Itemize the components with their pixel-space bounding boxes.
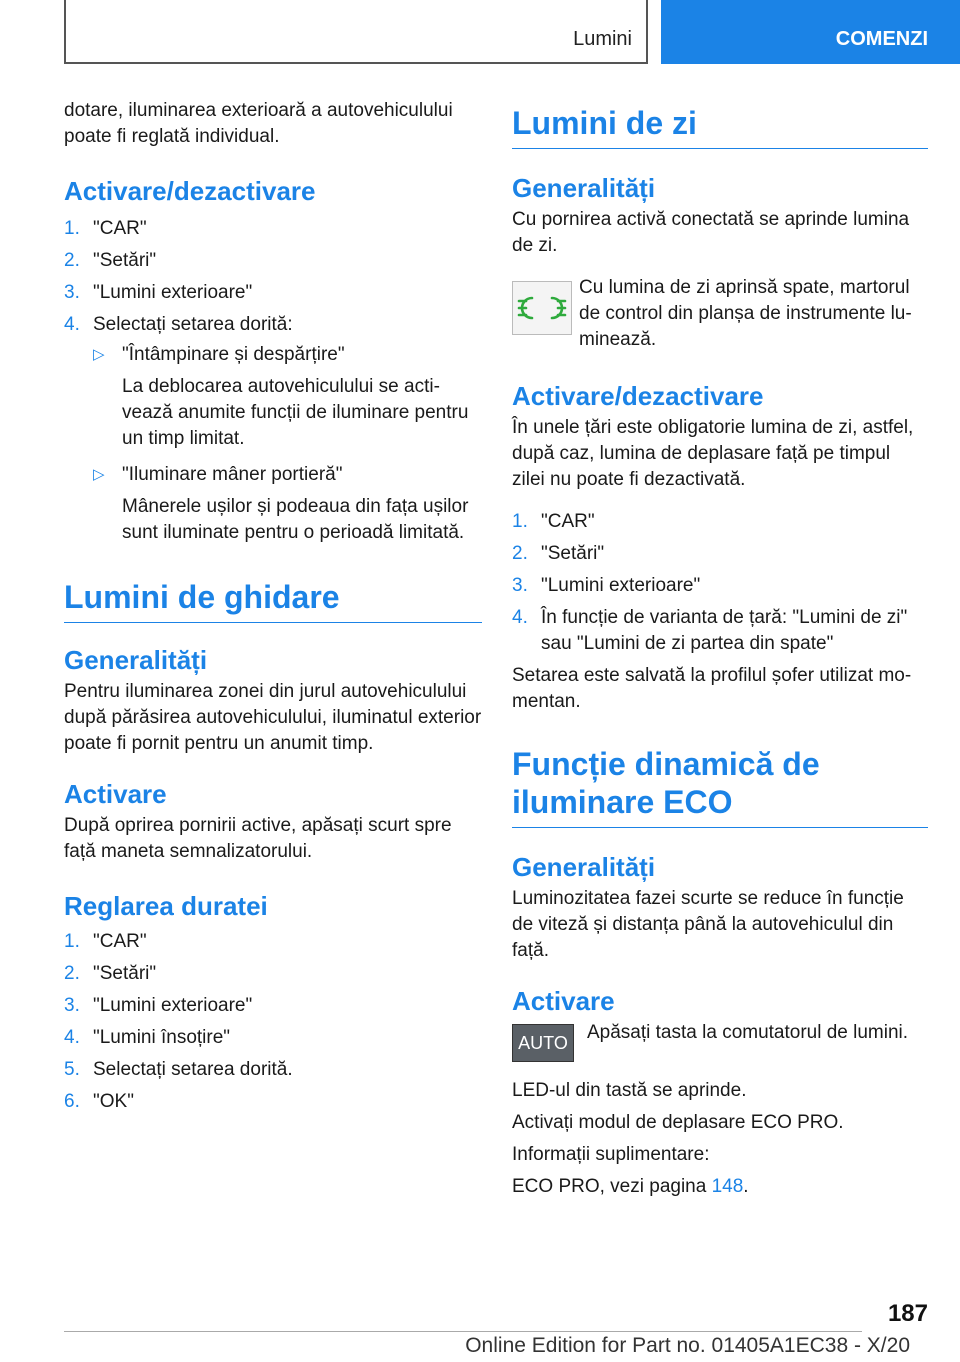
step-number: 2.: [64, 250, 80, 271]
header-chapter-label: COMENZI: [835, 28, 928, 50]
list-item: [64, 312, 482, 546]
step-text: Selectați setarea dorită.: [93, 1059, 293, 1080]
drl-indicator-svg: [513, 282, 571, 334]
auto-button-row: [512, 1020, 928, 1070]
step-number: 2.: [512, 543, 528, 564]
step-number: 2.: [64, 963, 80, 984]
intro-text: dotare, iluminarea exterioară a autovehiculului poate fi reglată individual.: [64, 100, 453, 147]
eco-reference: [512, 1174, 928, 1200]
step-number: 3.: [64, 282, 80, 303]
step-number: 5.: [64, 1059, 80, 1080]
step-text: Selectați setarea dorită:: [93, 314, 293, 335]
step-number: 1.: [64, 931, 80, 952]
step-text: "Setări": [541, 543, 605, 564]
step-number: 6.: [64, 1091, 80, 1112]
drl-indicator-icon: [512, 281, 572, 335]
step-number: 1.: [512, 511, 528, 532]
more-info-text: Informații suplimentare:: [512, 1144, 710, 1165]
left-activation-steps: [64, 216, 482, 546]
list-item: [64, 1025, 482, 1051]
header-chapter-tab[interactable]: [661, 0, 960, 64]
triangle-bullet-icon: ▷: [93, 466, 105, 483]
day-activation-text: În unele țări este obligatorie lumina de zi, astfel, după caz, lumina de deplasare față pe timpul zilei nu poate fi dezactivată.: [512, 417, 914, 490]
footer-edition: Online Edition for Part no. 01405A1EC38 - X/20: [465, 1334, 910, 1357]
eco-general-heading: Generalități: [512, 852, 656, 882]
day-lights-title: Lumini de zi: [512, 104, 928, 149]
option-title: "Întâmpinare și despărțire": [122, 344, 345, 365]
list-item: [64, 1089, 482, 1115]
step-number: 3.: [512, 575, 528, 596]
list-item: [64, 1057, 482, 1083]
step-number: 3.: [64, 995, 80, 1016]
setting-options: [93, 342, 482, 546]
header-section-title: Lumini: [573, 28, 632, 50]
eco-general-text: Luminozitatea fazei scurte se reduce în funcție de viteză și distanța până la autovehiculul din față.: [512, 888, 904, 961]
option-description: Mânerele ușilor și podeaua din fața ușilor sunt iluminate pentru o perioadă limitată.: [122, 496, 469, 543]
eco-reference-prefix: ECO PRO, vezi pagina: [512, 1176, 712, 1197]
day-general-text: Cu pornirea activă conectată se aprinde lumina de zi.: [512, 209, 910, 256]
step-text: "OK": [93, 1091, 134, 1112]
duration-heading: Reglarea duratei: [64, 891, 268, 921]
list-item: [64, 280, 482, 306]
triangle-bullet-icon: ▷: [93, 346, 105, 363]
page-number: 187: [887, 1300, 928, 1327]
list-item: [512, 541, 928, 567]
eco-activate-heading: Activare: [512, 986, 615, 1016]
step-number: 4.: [64, 314, 80, 335]
eco-title: Funcție dinamică de iluminare ECO: [512, 745, 928, 828]
step-text: "CAR": [93, 931, 147, 952]
option-item: [93, 342, 482, 452]
step-text: "CAR": [93, 218, 147, 239]
list-item: [64, 929, 482, 955]
guide-activate-text: După oprirea pornirii active, apăsați scurt spre față maneta semnalizatorului.: [64, 815, 452, 862]
guide-general-text: Pentru iluminarea zonei din jurul autovehiculului după părăsirea autovehiculului, iluminatul exterior poate fi pornit pentru un anumit timp.: [64, 681, 482, 754]
page-link-148[interactable]: 148: [711, 1176, 744, 1197]
list-item: [512, 509, 928, 535]
saved-profile-text: Setarea este salvată la profilul șofer utilizat momentan.: [512, 665, 912, 712]
eco-reference-suffix: .: [743, 1176, 749, 1197]
led-text: LED-ul din tastă se aprinde.: [512, 1080, 747, 1101]
step-text: "CAR": [541, 511, 595, 532]
option-description: La deblocarea autovehiculului se activează anumite funcții de iluminare pentru un timp limitat.: [122, 376, 469, 449]
step-number: 4.: [512, 607, 528, 628]
step-number: 4.: [64, 1027, 80, 1048]
left-column: [64, 98, 482, 1121]
list-item: [512, 573, 928, 599]
step-number: 1.: [64, 218, 80, 239]
option-item: [93, 462, 482, 546]
drl-indicator-row: [512, 275, 928, 353]
guide-lights-title: Lumini de ghidare: [64, 578, 482, 623]
auto-button-icon: AUTO: [512, 1024, 574, 1062]
guide-general-heading: Generalități: [64, 645, 208, 675]
list-item: [64, 216, 482, 242]
step-text: "Lumini exterioare": [541, 575, 701, 596]
step-text: "Lumini exterioare": [93, 282, 253, 303]
list-item: [64, 993, 482, 1019]
step-text: "Setări": [93, 963, 157, 984]
eco-mode-text: Activați modul de deplasare ECO PRO.: [512, 1112, 844, 1133]
auto-button-text: Apăsați tasta la comutatorul de lumini.: [587, 1022, 909, 1043]
left-activation-heading: Activare/dezactivare: [64, 176, 316, 206]
list-item: [512, 605, 928, 657]
right-column: [512, 104, 928, 1200]
day-activation-heading: Activare/dezactivare: [512, 381, 764, 411]
day-activation-steps: [512, 509, 928, 657]
drl-indicator-text: Cu lumina de zi aprinsă spate, martorul de control din planșa de instrumente luminează.: [579, 277, 912, 350]
footer-divider: [64, 1331, 862, 1332]
step-text: "Lumini exterioare": [93, 995, 253, 1016]
guide-activate-heading: Activare: [64, 779, 167, 809]
duration-steps: [64, 929, 482, 1115]
list-item: [64, 248, 482, 274]
day-general-heading: Generalități: [512, 173, 656, 203]
list-item: [64, 961, 482, 987]
step-text: În funcție de varianta de țară: "Lumini de zi" sau "Lumini de zi partea din spate": [541, 607, 908, 654]
step-text: "Lumini însoțire": [93, 1027, 231, 1048]
header-section-box: [64, 0, 648, 64]
option-title: "Iluminare mâner portieră": [122, 464, 343, 485]
step-text: "Setări": [93, 250, 157, 271]
